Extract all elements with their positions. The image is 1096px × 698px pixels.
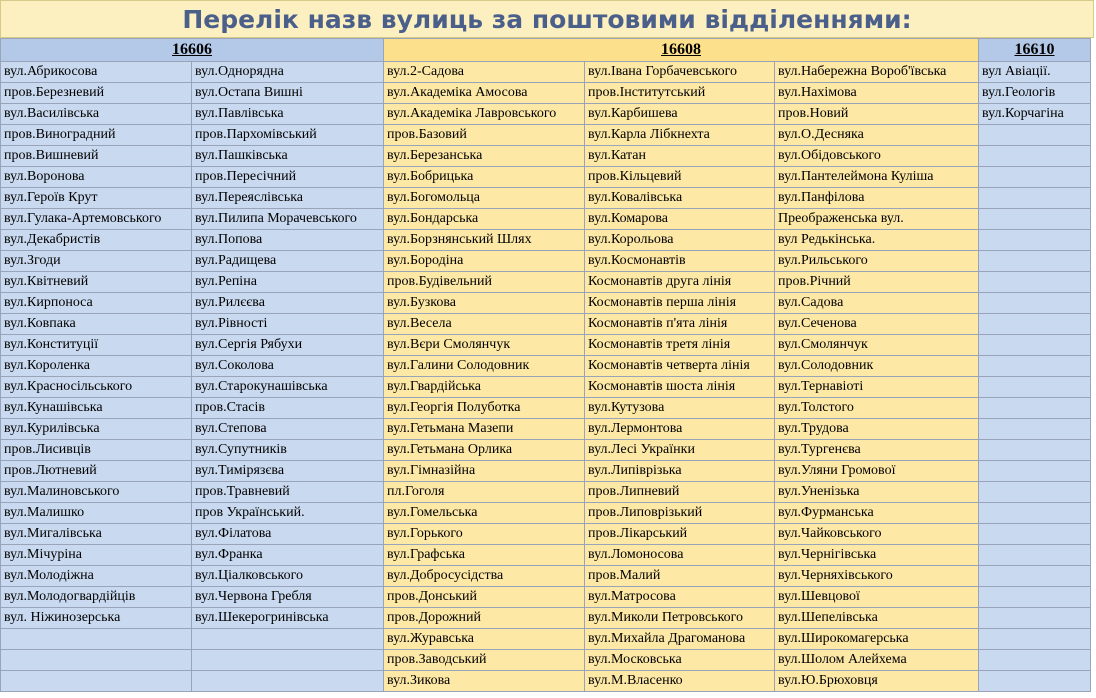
street-cell[interactable] xyxy=(979,503,1091,524)
street-cell[interactable]: вул.Геологів xyxy=(979,83,1091,104)
street-cell[interactable]: пров.Малий xyxy=(585,566,775,587)
street-cell[interactable]: Космонавтів шоста лінія xyxy=(585,377,775,398)
street-cell[interactable] xyxy=(979,230,1091,251)
street-cell[interactable]: пров.Базовий xyxy=(384,125,585,146)
street-cell[interactable]: вул.Корчагіна xyxy=(979,104,1091,125)
street-cell[interactable]: вул.Богомольца xyxy=(384,188,585,209)
street-cell[interactable]: вул.Гулака-Артемовського xyxy=(1,209,192,230)
street-cell[interactable]: пров.Лютневий xyxy=(1,461,192,482)
street-cell[interactable]: вул.Обідовського xyxy=(775,146,979,167)
street-cell[interactable]: вул.Гімназійна xyxy=(384,461,585,482)
street-cell[interactable]: вул.Липіврізька xyxy=(585,461,775,482)
street-cell[interactable]: вул.Журавська xyxy=(384,629,585,650)
street-cell[interactable]: вул.Бузкова xyxy=(384,293,585,314)
street-cell[interactable]: пров.Травневий xyxy=(192,482,384,503)
street-cell[interactable]: вул.Графська xyxy=(384,545,585,566)
table-row xyxy=(1,167,1091,188)
street-cell[interactable]: вул.Ю.Брюховця xyxy=(775,671,979,692)
street-cell[interactable]: вул.Широкомагерська xyxy=(775,629,979,650)
street-cell[interactable]: вул.Пантелеймона Куліша xyxy=(775,167,979,188)
street-cell[interactable]: вул.Катан xyxy=(585,146,775,167)
street-cell[interactable]: вул.Зикова xyxy=(384,671,585,692)
street-cell[interactable]: вул.Гвардійська xyxy=(384,377,585,398)
street-cell[interactable]: вул.Ковалівська xyxy=(585,188,775,209)
street-cell[interactable]: вул.Добросусідства xyxy=(384,566,585,587)
table-row xyxy=(1,377,1091,398)
street-cell[interactable]: вул.Матросова xyxy=(585,587,775,608)
street-cell[interactable] xyxy=(979,608,1091,629)
street-cell[interactable]: вул.Бородіна xyxy=(384,251,585,272)
street-cell[interactable]: вул.Фурманська xyxy=(775,503,979,524)
street-cell[interactable]: вул. Ніжинозерська xyxy=(1,608,192,629)
street-cell[interactable]: вул.Рилєєва xyxy=(192,293,384,314)
table-row xyxy=(1,293,1091,314)
street-cell[interactable]: вул.Гетьмана Орлика xyxy=(384,440,585,461)
street-cell[interactable] xyxy=(979,335,1091,356)
street-cell[interactable]: вул.Квітневий xyxy=(1,272,192,293)
street-cell[interactable] xyxy=(979,629,1091,650)
street-cell[interactable]: вул.Декабристів xyxy=(1,230,192,251)
street-cell[interactable]: вул.Івана Горбачевського xyxy=(585,62,775,83)
street-cell[interactable]: вул.Панфілова xyxy=(775,188,979,209)
street-cell[interactable]: вул.Абрикосова xyxy=(1,62,192,83)
street-cell[interactable] xyxy=(979,356,1091,377)
street-cell[interactable]: вул.Георгія Полуботка xyxy=(384,398,585,419)
street-cell[interactable]: пров.Інститутський xyxy=(585,83,775,104)
table-row xyxy=(1,356,1091,377)
street-cell[interactable]: пров Український. xyxy=(192,503,384,524)
street-cell[interactable]: вул.Тургенєва xyxy=(775,440,979,461)
table-row xyxy=(1,650,1091,671)
street-cell[interactable]: вул.Остапа Вишні xyxy=(192,83,384,104)
street-cell[interactable]: вул.Однорядна xyxy=(192,62,384,83)
street-cell[interactable]: Космонавтів перша лінія xyxy=(585,293,775,314)
street-cell[interactable] xyxy=(979,293,1091,314)
street-cell[interactable]: пров.Лисивців xyxy=(1,440,192,461)
street-cell[interactable] xyxy=(979,671,1091,692)
street-cell[interactable]: пров.Будівельний xyxy=(384,272,585,293)
street-cell[interactable]: пл.Гоголя xyxy=(384,482,585,503)
street-cell[interactable]: вул.Філатова xyxy=(192,524,384,545)
street-cell[interactable]: пров.Лікарський xyxy=(585,524,775,545)
street-cell[interactable]: вул.Комарова xyxy=(585,209,775,230)
street-cell[interactable]: вул.Переяслівська xyxy=(192,188,384,209)
street-cell[interactable]: вул.Мічуріна xyxy=(1,545,192,566)
streets-table xyxy=(0,38,1091,692)
office-header-16610: 16610 xyxy=(979,39,1091,62)
street-cell[interactable]: вул.Василівська xyxy=(1,104,192,125)
street-cell[interactable]: вул.Смолянчук xyxy=(775,335,979,356)
street-cell[interactable]: Преображенська вул. xyxy=(775,209,979,230)
table-row xyxy=(1,440,1091,461)
street-cell[interactable]: вул.Репіна xyxy=(192,272,384,293)
street-cell[interactable]: вул.Тимірязєва xyxy=(192,461,384,482)
table-row xyxy=(1,503,1091,524)
street-cell[interactable]: вул.Московська xyxy=(585,650,775,671)
street-cell[interactable] xyxy=(1,671,192,692)
street-cell[interactable]: вул.Черняхівського xyxy=(775,566,979,587)
table-row xyxy=(1,83,1091,104)
street-cell[interactable]: вул.Згоди xyxy=(1,251,192,272)
table-row xyxy=(1,629,1091,650)
street-cell[interactable]: вул.Конституції xyxy=(1,335,192,356)
table-row xyxy=(1,314,1091,335)
office-header-16606: 16606 xyxy=(1,39,384,62)
street-cell[interactable] xyxy=(979,188,1091,209)
table-row xyxy=(1,482,1091,503)
street-cell[interactable]: вул.Малиновського xyxy=(1,482,192,503)
street-cell[interactable]: вул.Чайковського xyxy=(775,524,979,545)
street-cell[interactable]: вул.Лермонтова xyxy=(585,419,775,440)
street-cell[interactable]: пров.Виноградний xyxy=(1,125,192,146)
street-cell[interactable] xyxy=(979,440,1091,461)
street-cell[interactable] xyxy=(979,545,1091,566)
street-cell[interactable]: вул.Франка xyxy=(192,545,384,566)
table-row xyxy=(1,461,1091,482)
street-cell[interactable]: Космонавтів п'ята лінія xyxy=(585,314,775,335)
street-cell[interactable]: вул.Шолом Алейхема xyxy=(775,650,979,671)
street-cell[interactable] xyxy=(979,377,1091,398)
street-cell[interactable]: пров.Вишневий xyxy=(1,146,192,167)
street-cell[interactable]: вул.Рівності xyxy=(192,314,384,335)
street-cell[interactable] xyxy=(192,650,384,671)
street-cell[interactable]: вул.Пашківська xyxy=(192,146,384,167)
street-cell[interactable]: пров.Липневий xyxy=(585,482,775,503)
street-cell[interactable] xyxy=(979,461,1091,482)
table-row xyxy=(1,671,1091,692)
street-cell[interactable]: Космонавтів друга лінія xyxy=(585,272,775,293)
street-cell[interactable]: пров.Пархомівський xyxy=(192,125,384,146)
table-row xyxy=(1,545,1091,566)
street-cell[interactable]: пров.Липоврізький xyxy=(585,503,775,524)
street-cell[interactable] xyxy=(979,482,1091,503)
street-cell[interactable]: вул.Молодогвардійців xyxy=(1,587,192,608)
street-cell[interactable] xyxy=(979,125,1091,146)
street-cell[interactable] xyxy=(1,650,192,671)
table-row xyxy=(1,251,1091,272)
street-cell[interactable]: вул.Горького xyxy=(384,524,585,545)
street-cell[interactable]: вул.Садова xyxy=(775,293,979,314)
street-cell[interactable]: вул.Соколова xyxy=(192,356,384,377)
street-cell[interactable]: вул.Радищева xyxy=(192,251,384,272)
table-row xyxy=(1,188,1091,209)
street-cell[interactable]: вул.Уненізька xyxy=(775,482,979,503)
street-cell[interactable]: вул Авіації. xyxy=(979,62,1091,83)
street-cell[interactable]: вул.Героїв Крут xyxy=(1,188,192,209)
street-cell[interactable]: вул.Нахімова xyxy=(775,83,979,104)
page-title: Перелік назв вулиць за поштовими відділеннями: xyxy=(0,0,1094,38)
street-cell[interactable]: вул.Бобрицька xyxy=(384,167,585,188)
table-row xyxy=(1,335,1091,356)
office-header-16608: 16608 xyxy=(384,39,979,62)
street-cell[interactable]: вул.Набережна Вороб'ївська xyxy=(775,62,979,83)
street-cell[interactable]: вул.Мигалівська xyxy=(1,524,192,545)
table-row xyxy=(1,587,1091,608)
street-cell[interactable]: пров.Заводський xyxy=(384,650,585,671)
street-cell[interactable] xyxy=(979,419,1091,440)
street-cell[interactable] xyxy=(979,209,1091,230)
street-cell[interactable]: пров.Новий xyxy=(775,104,979,125)
street-cell[interactable]: вул.Солодовник xyxy=(775,356,979,377)
street-cell[interactable] xyxy=(1,629,192,650)
street-cell[interactable] xyxy=(979,650,1091,671)
street-cell[interactable]: вул.Кутузова xyxy=(585,398,775,419)
street-cell[interactable]: вул.Гомельська xyxy=(384,503,585,524)
street-cell[interactable]: вул.Супутників xyxy=(192,440,384,461)
street-cell[interactable]: вул.Ломоносова xyxy=(585,545,775,566)
street-cell[interactable]: пров.Донський xyxy=(384,587,585,608)
street-cell[interactable]: пров.Дорожний xyxy=(384,608,585,629)
street-cell[interactable] xyxy=(979,251,1091,272)
street-cell[interactable] xyxy=(979,167,1091,188)
street-cell[interactable]: вул.М.Власенко xyxy=(585,671,775,692)
street-cell[interactable]: вул.Весела xyxy=(384,314,585,335)
street-cell[interactable]: вул.Шекерогринівська xyxy=(192,608,384,629)
street-cell[interactable]: вул.Академіка Амосова xyxy=(384,83,585,104)
street-cell[interactable]: вул.Ковпака xyxy=(1,314,192,335)
street-cell[interactable]: пров.Кільцевий xyxy=(585,167,775,188)
street-cell[interactable]: вул Редькінська. xyxy=(775,230,979,251)
street-cell[interactable]: вул.Малишко xyxy=(1,503,192,524)
street-cell[interactable]: вул.Чернігівська xyxy=(775,545,979,566)
street-cell[interactable]: вул.Кунашівська xyxy=(1,398,192,419)
street-cell[interactable]: пров.Березневий xyxy=(1,83,192,104)
street-cell[interactable]: пров.Пересічний xyxy=(192,167,384,188)
table-row xyxy=(1,104,1091,125)
street-cell[interactable]: вул.Толстого xyxy=(775,398,979,419)
street-cell[interactable] xyxy=(979,524,1091,545)
street-cell[interactable]: вул.Космонавтів xyxy=(585,251,775,272)
street-cell[interactable]: вул.О.Десняка xyxy=(775,125,979,146)
street-cell[interactable]: вул.Кирпоноса xyxy=(1,293,192,314)
table-row xyxy=(1,524,1091,545)
table-row xyxy=(1,62,1091,83)
table-row xyxy=(1,419,1091,440)
street-cell[interactable] xyxy=(979,398,1091,419)
street-cell[interactable] xyxy=(192,629,384,650)
street-cell[interactable]: вул.Корольова xyxy=(585,230,775,251)
street-cell[interactable]: вул.Карла Лібкнехта xyxy=(585,125,775,146)
street-cell[interactable]: вул.Короленка xyxy=(1,356,192,377)
street-cell[interactable]: вул.Михайла Драгоманова xyxy=(585,629,775,650)
street-cell[interactable] xyxy=(979,587,1091,608)
street-cell[interactable]: вул.Попова xyxy=(192,230,384,251)
street-cell[interactable]: вул.Академіка Лавровського xyxy=(384,104,585,125)
table-row xyxy=(1,209,1091,230)
street-cell[interactable]: вул.2-Садова xyxy=(384,62,585,83)
street-cell[interactable]: вул.Бондарська xyxy=(384,209,585,230)
street-cell[interactable]: Космонавтів четверта лінія xyxy=(585,356,775,377)
table-row xyxy=(1,398,1091,419)
street-cell[interactable] xyxy=(192,671,384,692)
street-cell[interactable] xyxy=(979,146,1091,167)
street-cell[interactable]: пров.Стасів xyxy=(192,398,384,419)
table-row xyxy=(1,125,1091,146)
street-cell[interactable]: вул.Молодіжна xyxy=(1,566,192,587)
street-cell[interactable]: вул.Гетьмана Мазепи xyxy=(384,419,585,440)
street-cell[interactable]: вул.Рильського xyxy=(775,251,979,272)
street-cell[interactable]: вул.Курилівська xyxy=(1,419,192,440)
street-cell[interactable]: вул.Карбишева xyxy=(585,104,775,125)
table-row xyxy=(1,230,1091,251)
table-row xyxy=(1,146,1091,167)
street-cell[interactable]: пров.Річний xyxy=(775,272,979,293)
table-row xyxy=(1,608,1091,629)
street-cell[interactable]: вул.Степова xyxy=(192,419,384,440)
street-cell[interactable]: вул.Павлівська xyxy=(192,104,384,125)
table-row xyxy=(1,272,1091,293)
street-cell[interactable]: вул.Борзнянський Шлях xyxy=(384,230,585,251)
street-cell[interactable]: вул.Пилипа Морачевського xyxy=(192,209,384,230)
street-cell[interactable]: вул.Сергія Рябухи xyxy=(192,335,384,356)
street-cell[interactable]: Космонавтів третя лінія xyxy=(585,335,775,356)
street-cell[interactable]: вул.Миколи Петровського xyxy=(585,608,775,629)
street-cell[interactable] xyxy=(979,566,1091,587)
street-cell[interactable]: вул.Вєри Смолянчук xyxy=(384,335,585,356)
street-cell[interactable]: вул.Сеченова xyxy=(775,314,979,335)
street-cell[interactable] xyxy=(979,272,1091,293)
street-cell[interactable]: вул.Старокунашівська xyxy=(192,377,384,398)
street-cell[interactable]: вул.Березанська xyxy=(384,146,585,167)
street-cell[interactable]: вул.Ціалковського xyxy=(192,566,384,587)
street-cell[interactable]: вул.Красносільського xyxy=(1,377,192,398)
street-cell[interactable]: вул.Тернавіоті xyxy=(775,377,979,398)
table-row xyxy=(1,566,1091,587)
street-cell[interactable]: вул.Воронова xyxy=(1,167,192,188)
street-cell[interactable]: вул.Трудова xyxy=(775,419,979,440)
street-cell[interactable]: вул.Червона Гребля xyxy=(192,587,384,608)
street-cell[interactable] xyxy=(979,314,1091,335)
street-cell[interactable]: вул.Шевцової xyxy=(775,587,979,608)
street-cell[interactable]: вул.Галини Солодовник xyxy=(384,356,585,377)
street-cell[interactable]: вул.Лесі Українки xyxy=(585,440,775,461)
street-cell[interactable]: вул.Уляни Громової xyxy=(775,461,979,482)
street-cell[interactable]: вул.Шепелівська xyxy=(775,608,979,629)
